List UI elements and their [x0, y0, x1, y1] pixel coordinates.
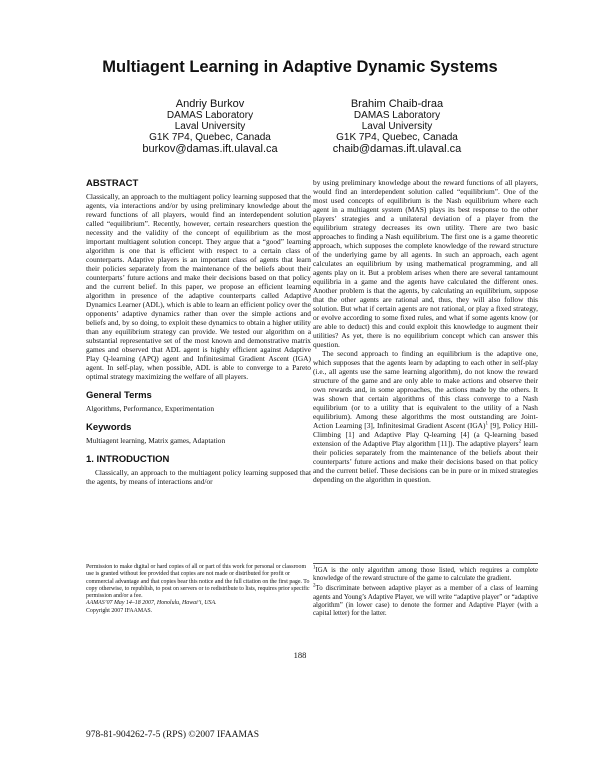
body-text: [9], Policy Hill-Climbing [1] and Adaptive Play Q-learning [4] (a Q-learning based extension of the Adaptive Play algorithm [11]). The adaptive players [313, 421, 539, 448]
venue-text: AAMAS’07 May 14–18 2007, Honolulu, Hawai’i, USA. [86, 600, 217, 607]
author-email: burkov@damas.ift.ulaval.ca [142, 143, 278, 155]
author-lab: DAMAS Laboratory [166, 110, 254, 121]
left-column [86, 178, 311, 486]
page-number: 188 [293, 650, 307, 660]
paper-title: Multiagent Learning in Adaptive Dynamic Systems [102, 58, 498, 76]
footnote-text: To discriminate between adaptive player as a member of a class of learning agents and Young’s Adaptive Player, we will write “adaptive player” or “adaptive algorithm” (in lower case) to denote the former and Adaptive Player (with a capital letter) for the latter. [313, 585, 538, 618]
author-name: Brahim Chaib-draa [350, 98, 444, 110]
footnote-number: 1 [313, 565, 316, 571]
author-email: chaib@damas.ift.ulaval.ca [332, 143, 462, 155]
isbn-footer: 978-81-904262-7-5 (RPS) ©2007 IFAAMAS [86, 730, 260, 740]
introduction-heading: 1. INTRODUCTION [86, 454, 170, 465]
author-block-2 [287, 98, 507, 156]
right-column [313, 178, 538, 484]
body-paragraph: by using preliminary knowledge about the reward functions of all players, would find an interdependent solution called “equilibrium”. One of the most used concepts of equilibrium is the Nash equilibrium where each agent in a multiagent system (MAS) plays its best response to the other players’ strategies and a unilateral deviation of a player from the equilibrium strategy decreases its own utility. There are two basic approaches to finding a Nash equilibrium. The first one is a game theoretic approach, which supposes the complete knowledge of the reward structure of the underlying game by all agents. In such an approach, each agent calculates an equilibrium by using mathematical programming, and all agents play on it. But a problem arises when there are several tantamount equilibria in a game and the agents have calculated the different ones. Another problem is that the agents, by calculating an equilibrium, suppose that the other agents are rational and, thus, they will also follow this solution. But what if certain agents are not rational, or play a fixed strategy, or evolve according to some fixed rules, and what if some agents know (or are able to deduct) this and could exploit this knowledge to augment their utilities? As yet, there is no equilibrium concept which can answer this question. [313, 178, 538, 349]
permission-text: Permission to make digital or hard copies of all or part of this work for personal or classroom use is granted without fee provided that copies are not made or distributed for profit or commercial advantage and that copies bear this notice and the full citation on the first page. To copy otherwise, to republish, to post on servers or to redistribute to lists, requires prior specific permission and/or a fee. [86, 564, 310, 600]
keywords-text: Multiagent learning, Matrix games, Adaptation [86, 436, 226, 445]
footnote-marker: 1 [485, 421, 488, 427]
body-text: learn their policies separately from the maintenance of the beliefs about their counterparts’ future actions and make their decisions based on that policy and the current belief. These decisions can be in pure or in mixed strategies depending on the algorithm in question. [313, 439, 538, 484]
author-address: G1K 7P4, Quebec, Canada [149, 132, 271, 143]
author-university: Laval University [174, 121, 246, 132]
author-university: Laval University [361, 121, 433, 132]
body-text: The second approach to finding an equilibrium is the adaptive one, which supposes that the agents learn by adapting to each other in self-play (i.e., all agents use the same learning algorithm), do not know the reward structure of the game and are only able to make actions and observe their own rewards and, in some approaches, the actions made by the others. It was shown that certain algorithms of this class converge to a Nash equilibrium (or to a utility that is equivalent to the utility of a Nash equilibrium). Among these algorithms the most outstanding are Joint-Action Learning [3], Infinitesimal Gradient Ascent (IGA) [313, 349, 538, 430]
abstract-text: Classically, an approach to the multiagent policy learning supposed that the agents, via interactions and/or by using preliminary knowledge about the reward functions of all players, would find an interdependent solution called “equilibrium”. Recently, however, certain researchers question the necessity and the validity of the concept of equilibrium as the most important multiagent solution concept. They argue that a “good” learning algorithm is one that is efficient with respect to a certain class of counterparts. Adaptive players is an important class of agents that learn their policies separately from the maintenance of the beliefs about their counterparts’ future actions and make their decisions based on that policy and the current belief. In this paper, we propose an efficient learning algorithm in presence of the adaptive counterparts called Adaptive Dynamics Learner (ADL), which is able to learn an efficient policy over the opponents’ adaptive dynamics rather than over the simple actions and beliefs and, by so doing, to exploit these dynamics to obtain a higher utility than any equilibrium strategy can provide. We tested our algorithm on a substantial representative set of the most known and demonstrative matrix games and observed that ADL agent is highly efficient against Adaptive Play Q-learning (APQ) agent and Infinitesimal Gradient Ascent (IGA) agent. In self-play, when possible, ADL is able to converge to a Pareto optimal strategy maximizing the welfare of all players. [86, 192, 311, 381]
author-name: Andriy Burkov [175, 98, 245, 110]
body-paragraph [313, 349, 538, 484]
copyright-text: Copyright 2007 IFAAMAS. [86, 607, 153, 614]
abstract-heading: ABSTRACT [86, 178, 139, 189]
footnote-marker: 2 [518, 439, 522, 445]
footnote-number: 2 [313, 584, 316, 590]
author-lab: DAMAS Laboratory [353, 110, 441, 121]
footnote-text: IGA is the only algorithm among those listed, which requires a complete knowledge of the reward structure of the game to calculate the gradient. [313, 567, 538, 583]
keywords-heading: Keywords [86, 422, 132, 433]
footnote-2 [313, 585, 538, 618]
author-address: G1K 7P4, Quebec, Canada [336, 132, 458, 143]
permission-notice [86, 564, 311, 615]
general-terms-text: Algorithms, Performance, Experimentation [86, 404, 215, 413]
footnote-1 [313, 567, 538, 583]
footnotes [313, 563, 538, 620]
introduction-paragraph: Classically, an approach to the multiagent policy learning supposed that the agents, by means of interactions and/or [86, 468, 311, 486]
general-terms-heading: General Terms [86, 390, 152, 401]
